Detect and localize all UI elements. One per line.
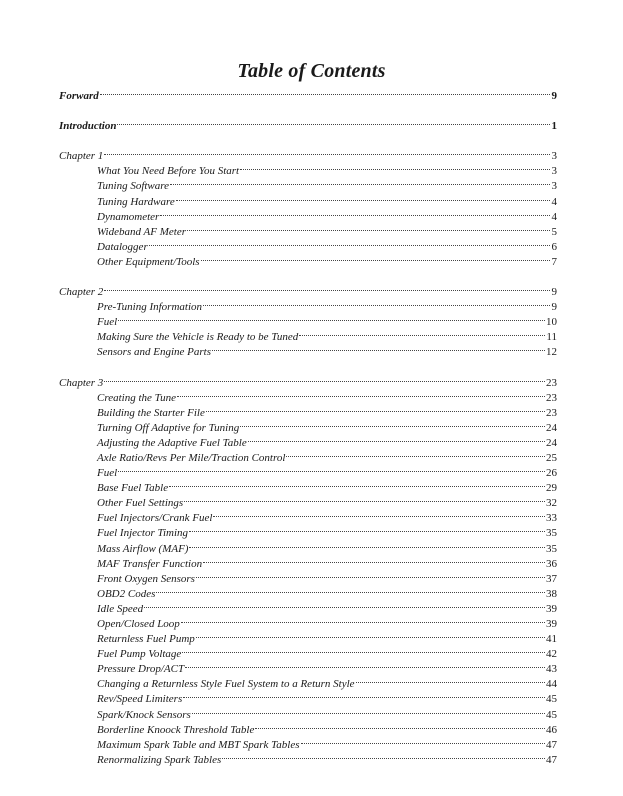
toc-chapter-3[interactable] bbox=[59, 370, 557, 389]
dot-leader bbox=[299, 325, 545, 340]
toc-section-label: Open/Closed Loop bbox=[97, 618, 180, 630]
dot-leader bbox=[203, 552, 545, 567]
toc-section-page: 26 bbox=[546, 467, 557, 480]
toc-section-page: 9 bbox=[551, 301, 557, 314]
dot-leader bbox=[196, 627, 545, 642]
toc-section-page: 42 bbox=[546, 648, 557, 661]
dot-leader bbox=[192, 702, 545, 717]
dot-leader bbox=[185, 657, 545, 672]
dot-leader bbox=[184, 491, 545, 506]
spacer bbox=[59, 129, 557, 144]
toc-section-page: 4 bbox=[551, 210, 557, 223]
toc-section-entry[interactable] bbox=[59, 310, 557, 329]
toc-section-label: Maximum Spark Table and MBT Spark Tables bbox=[97, 738, 300, 751]
dot-leader bbox=[118, 310, 545, 325]
dot-leader bbox=[104, 144, 550, 159]
dot-leader bbox=[144, 597, 545, 612]
dot-leader bbox=[286, 446, 545, 461]
dot-leader bbox=[160, 205, 550, 220]
toc-chapter-label: Chapter 1 bbox=[59, 150, 104, 163]
toc-entry-introduction[interactable] bbox=[59, 114, 557, 133]
toc-section-label: Fuel bbox=[97, 316, 118, 329]
toc-section-page: 36 bbox=[546, 557, 557, 570]
toc-chapter-1[interactable] bbox=[59, 144, 557, 163]
toc-section-label: MAF Transfer Function bbox=[97, 557, 203, 570]
dot-leader bbox=[100, 84, 550, 99]
dot-leader bbox=[177, 386, 545, 401]
toc-section-page: 25 bbox=[546, 451, 557, 464]
dot-leader bbox=[206, 401, 545, 416]
toc-section-label: Building the Starter File bbox=[97, 406, 205, 419]
toc-section-page: 37 bbox=[546, 572, 557, 585]
toc-section-page: 35 bbox=[546, 542, 557, 555]
toc-section-entry[interactable] bbox=[59, 461, 557, 480]
toc-section-page: 47 bbox=[546, 738, 557, 751]
dot-leader bbox=[149, 235, 550, 250]
toc-section-page: 32 bbox=[546, 497, 557, 510]
toc-section-entry[interactable] bbox=[59, 325, 557, 344]
toc-section-label: Fuel Injectors/Crank Fuel bbox=[97, 512, 213, 525]
dot-leader bbox=[196, 567, 545, 582]
toc-section-label: Tuning Software bbox=[97, 180, 170, 193]
toc-list bbox=[59, 84, 557, 766]
toc-section-label: Idle Speed bbox=[97, 602, 144, 615]
toc-section-label: Rev/Speed Limiters bbox=[97, 693, 183, 706]
toc-section-page: 5 bbox=[551, 225, 557, 238]
toc-section-page: 41 bbox=[546, 633, 557, 646]
toc-section-entry[interactable] bbox=[59, 295, 557, 314]
toc-chapter-page: 23 bbox=[546, 376, 557, 389]
toc-section-page: 39 bbox=[546, 618, 557, 630]
toc-section-label: What You Need Before You Start bbox=[97, 165, 240, 178]
chapter-3-sections bbox=[59, 386, 557, 766]
toc-section-entry[interactable] bbox=[59, 476, 557, 495]
toc-chapter-label: Chapter 3 bbox=[59, 376, 104, 389]
toc-section-label: Making Sure the Vehicle is Ready to be Tuned bbox=[97, 331, 299, 344]
dot-leader bbox=[255, 718, 545, 733]
toc-section-label: Fuel bbox=[97, 467, 118, 480]
dot-leader bbox=[189, 536, 545, 551]
dot-leader bbox=[301, 733, 546, 748]
toc-section-page: 44 bbox=[546, 678, 557, 691]
dot-leader bbox=[118, 461, 545, 476]
toc-entry-page: 1 bbox=[551, 120, 557, 133]
toc-section-label: Borderline Knoock Threshold Table bbox=[97, 723, 255, 736]
toc-section-entry[interactable] bbox=[59, 159, 557, 178]
toc-section-label: Spark/Knock Sensors bbox=[97, 708, 191, 721]
dot-leader bbox=[156, 582, 545, 597]
chapter-2-sections bbox=[59, 295, 557, 359]
toc-section-page: 6 bbox=[551, 240, 557, 253]
toc-section-label: Dynamometer bbox=[97, 210, 160, 223]
dot-leader bbox=[104, 370, 545, 385]
dot-leader bbox=[183, 687, 545, 702]
toc-section-label: Datalogger bbox=[97, 240, 148, 253]
dot-leader bbox=[187, 220, 550, 235]
dot-leader bbox=[213, 506, 545, 521]
dot-leader bbox=[212, 340, 545, 355]
toc-section-page: 47 bbox=[546, 753, 557, 766]
spacer bbox=[59, 99, 557, 114]
dot-leader bbox=[189, 521, 545, 536]
toc-entry-label: Forward bbox=[59, 90, 99, 103]
dot-leader bbox=[222, 748, 545, 763]
dot-leader bbox=[170, 174, 550, 189]
toc-section-page: 7 bbox=[551, 255, 557, 268]
toc-section-label: Tuning Hardware bbox=[97, 195, 175, 208]
toc-chapter-2[interactable] bbox=[59, 280, 557, 299]
toc-section-page: 10 bbox=[546, 316, 557, 329]
dot-leader bbox=[248, 431, 545, 446]
toc-section-label: Fuel Pump Voltage bbox=[97, 648, 182, 661]
dot-leader bbox=[201, 250, 550, 265]
toc-section-entry[interactable] bbox=[59, 386, 557, 404]
toc-entry-page: 9 bbox=[551, 90, 557, 103]
dot-leader bbox=[203, 295, 550, 310]
toc-chapter-label: Chapter 2 bbox=[59, 286, 104, 299]
dot-leader bbox=[104, 280, 550, 295]
dot-leader bbox=[240, 416, 545, 431]
dot-leader bbox=[356, 672, 545, 687]
toc-section-page: 43 bbox=[546, 663, 557, 676]
toc-section-label: Base Fuel Table bbox=[97, 482, 169, 495]
toc-section-page: 4 bbox=[551, 195, 557, 208]
toc-section-label: Other Fuel Settings bbox=[97, 497, 184, 510]
toc-entry-forward[interactable] bbox=[59, 84, 557, 103]
toc-section-label: Mass Airflow (MAF) bbox=[97, 542, 189, 555]
toc-section-label: Pressure Drop/ACT bbox=[97, 663, 185, 676]
toc-section-label: OBD2 Codes bbox=[97, 587, 156, 600]
dot-leader bbox=[181, 612, 545, 627]
toc-section-page: 29 bbox=[546, 482, 557, 495]
toc-section-label: Wideband AF Meter bbox=[97, 225, 186, 238]
toc-section-label: Front Oxygen Sensors bbox=[97, 572, 195, 585]
dot-leader bbox=[176, 189, 550, 204]
page-title: Table of Contents bbox=[237, 60, 386, 82]
toc-section-page: 45 bbox=[546, 708, 557, 721]
toc-section-page: 24 bbox=[546, 421, 557, 434]
toc-section-label: Renormalizing Spark Tables bbox=[97, 753, 222, 766]
toc-section-page: 3 bbox=[551, 165, 557, 178]
toc-chapter-page: 3 bbox=[551, 150, 557, 163]
toc-section-label: Adjusting the Adaptive Fuel Table bbox=[97, 436, 247, 449]
toc-section-label: Other Equipment/Tools bbox=[97, 255, 200, 268]
toc-section-page: 39 bbox=[546, 602, 557, 615]
toc-section-page: 35 bbox=[546, 527, 557, 540]
toc-section-label: Turning Off Adaptive for Tuning bbox=[97, 421, 240, 434]
toc-section-label: Returnless Fuel Pump bbox=[97, 633, 195, 646]
toc-section-page: 46 bbox=[546, 723, 557, 736]
toc-section-page: 11 bbox=[546, 331, 557, 344]
toc-section-page: 23 bbox=[546, 391, 557, 404]
toc-section-label: Axle Ratio/Revs Per Mile/Traction Control bbox=[97, 451, 286, 464]
toc-section-label: Creating the Tune bbox=[97, 391, 177, 404]
toc-section-label: Fuel Injector Timing bbox=[97, 527, 189, 540]
toc-section-label: Pre-Tuning Information bbox=[97, 301, 203, 314]
toc-section-label: Sensors and Engine Parts bbox=[97, 346, 211, 359]
toc-chapter-page: 9 bbox=[551, 286, 557, 299]
toc-section-page: 23 bbox=[546, 406, 557, 419]
toc-section-page: 33 bbox=[546, 512, 557, 525]
toc-section-page: 24 bbox=[546, 436, 557, 449]
chapter-1-sections bbox=[59, 159, 557, 268]
dot-leader bbox=[169, 476, 545, 491]
dot-leader bbox=[117, 114, 550, 129]
toc-section-page: 12 bbox=[546, 346, 557, 359]
toc-section-page: 45 bbox=[546, 693, 557, 706]
toc-entry-label: Introduction bbox=[59, 120, 117, 133]
dot-leader bbox=[182, 642, 545, 657]
toc-section-page: 38 bbox=[546, 587, 557, 600]
dot-leader bbox=[240, 159, 550, 174]
toc-section-page: 3 bbox=[551, 180, 557, 193]
toc-section-label: Changing a Returnless Style Fuel System to a Return Style bbox=[97, 678, 355, 691]
